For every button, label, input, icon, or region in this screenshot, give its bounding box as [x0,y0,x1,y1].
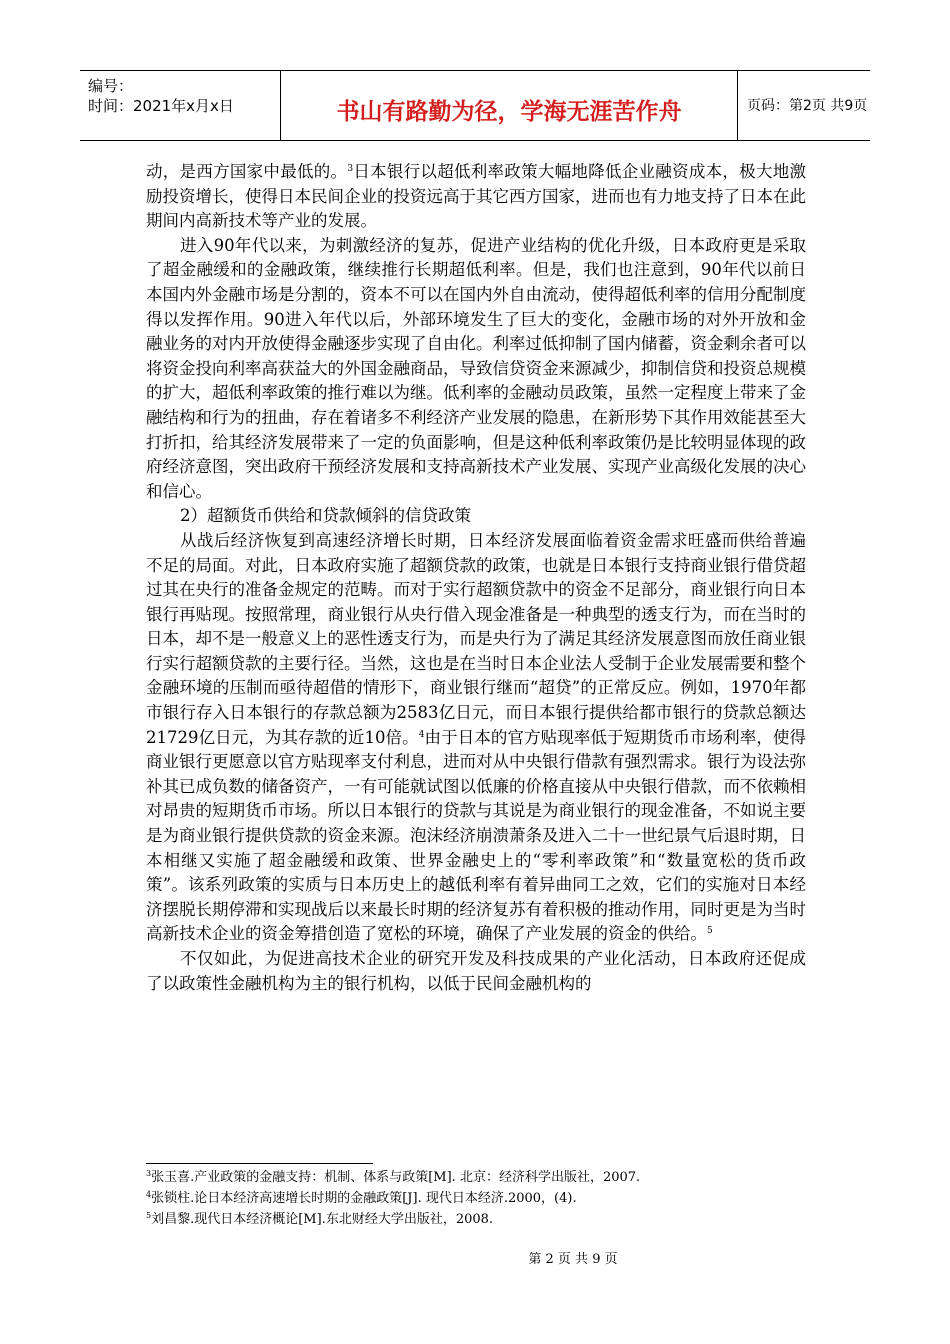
footnote-ref: 5 [707,926,713,937]
header-page-cell [737,71,870,140]
paragraph: 进入90年代以来，为刺激经济的复苏，促进产业结构的优化升级，日本政府更是采取了超金融缓和的金融政策，继续推行长期超低利率。但是，我们也注意到，90年代以前日本国内外金融市场是分割的，资本不可以在国内外自由流动，使得超低利率的信用分配制度得以发挥作用。90进入年代以后，外部环境发生了巨大的变化，金融市场的对外开放和金融业务的对内开放使得金融逐步实现了自由化。利率过低抑制了国内储蓄，资金剩余者可以将资金投向利率高获益大的外国金融商品，导致信贷资金来源减少，抑制信贷和投资总规模的扩大，超低利率政策的推行难以为继。低利率的金融动员政策，虽然一定程度上带来了金融结构和行为的扭曲，存在着诸多不利经济产业发展的隐患，在新形势下其作用效能甚至大打折扣，给其经济发展带来了一定的负面影响，但是这种低利率政策仍是比较明显体现的政府经济意图，突出政府干预经济发展和支持高新技术产业发展、实现产业高级化发展的决心和信心。 [146,235,806,501]
footnote-number: 3 [146,1169,152,1178]
footnote-number: 4 [146,1190,152,1199]
body-text [146,160,806,996]
page-header [80,70,870,141]
header-page-number: 页码：第2页 共9页 [747,98,868,114]
header-meta-cell [80,71,280,140]
footnote-text: 刘昌黎.现代日本经济概论[M].东北财经大学出版社，2008. [151,1212,494,1227]
paragraph: 不仅如此，为促进高技术企业的研究开发及科技成果的产业化活动，日本政府还促成了以政策性金融机构为主的银行机构，以低于民间金融机构的 [146,949,806,993]
footnote-item [146,1209,846,1230]
paragraph [146,529,806,947]
text-run: 从战后经济恢复到高速经济增长时期，日本经济发展面临着资金需求旺盛而供给普遍不足的局面。对此，日本政府实施了超额贷款的政策，也就是日本银行支持商业银行借贷超过其在央行的准备金规定的范畴。而对于实行超额贷款中的资金不足部分，商业银行向日本银行再贴现。按照常理，商业银行从央行借入现金准备是一种典型的透支行为，而在当时的日本，却不是一般意义上的恶性透支行为，而是央行为了满足其经济发展意图而放任商业银行实行超额贷款的主要行径。当然，这也是在当时日本企业法人受制于企业发展需要和整个金融环境的压制而亟待超借的情形下，商业银行继而“超贷”的正常反应。例如，1970年都市银行存入日本银行的存款总额为2583亿日元，而日本银行提供给都市银行的贷款总额达21729亿日元，为其存款的近10倍。 [146,530,806,747]
footnote-text: 张玉喜.产业政策的金融支持：机制、体系与政策[M]. 北京：经济科学出版社，2007. [151,1170,641,1185]
text-run: 日本银行以超低利率政策大幅地降低企业融资成本，极大地激励投资增长，使得日本民间企业的投资远高于其它西方国家，进而也有力地支持了日本在此期间内高新技术等产业的发展。 [146,162,807,231]
section-heading: 2）超额货币供给和贷款倾斜的信贷政策 [180,506,471,526]
footnote-ref: 4 [418,729,425,740]
footnote-ref: 3 [347,164,354,174]
paragraph [146,160,806,234]
footnotes [146,1167,846,1230]
footnote-item [146,1167,846,1188]
document-number: 编号： [88,77,134,95]
footnote-number: 5 [146,1211,152,1220]
header-motto-cell [280,71,738,140]
text-run: 由于日本的官方贴现率低于短期货币市场利率，使得商业银行更愿意以官方贴现率支付利息，进而对从中央银行借款有强烈需求。银行为设法弥补其已成负数的储备资产，一有可能就试图以低廉的价格直接从中央银行借款，而不依赖相对昂贵的短期货币市场。所以日本银行的贷款与其说是为商业银行的现金准备，不如说主要是为商业银行提供贷款的资金来源。泡沫经济崩溃萧条及进入二十一世纪景气后退时期，日本相继又实施了超金融缓和政策、世界金融史上的“零利率政策”和“数量宽松的货币政策”。该系列政策的实质与日本历史上的越低利率有着异曲同工之效，它们的实施对日本经济摆脱长期停滞和实现战后以来最长时期的经济复苏有着积极的推动作用，同时更是为当时高新技术企业的资金筹措创造了宽松的环境，确保了产业发展的资金的供给。 [146,727,806,944]
text-run: 动，是西方国家中最低的。 [146,162,348,181]
header-motto: 书山有路勤为径，学海无涯苦作舟 [336,99,682,125]
footer-page-number: 第 2 页 共 9 页 [528,1252,618,1267]
page-footer [0,1248,950,1268]
footnote-text: 张锁柱.论日本经济高速增长时期的金融政策[J]. 现代日本经济.2000，(4). [151,1191,577,1206]
document-date: 时间：2021年x月x日 [88,97,234,115]
footnote-item [146,1188,846,1209]
footnote-divider [146,1163,373,1164]
